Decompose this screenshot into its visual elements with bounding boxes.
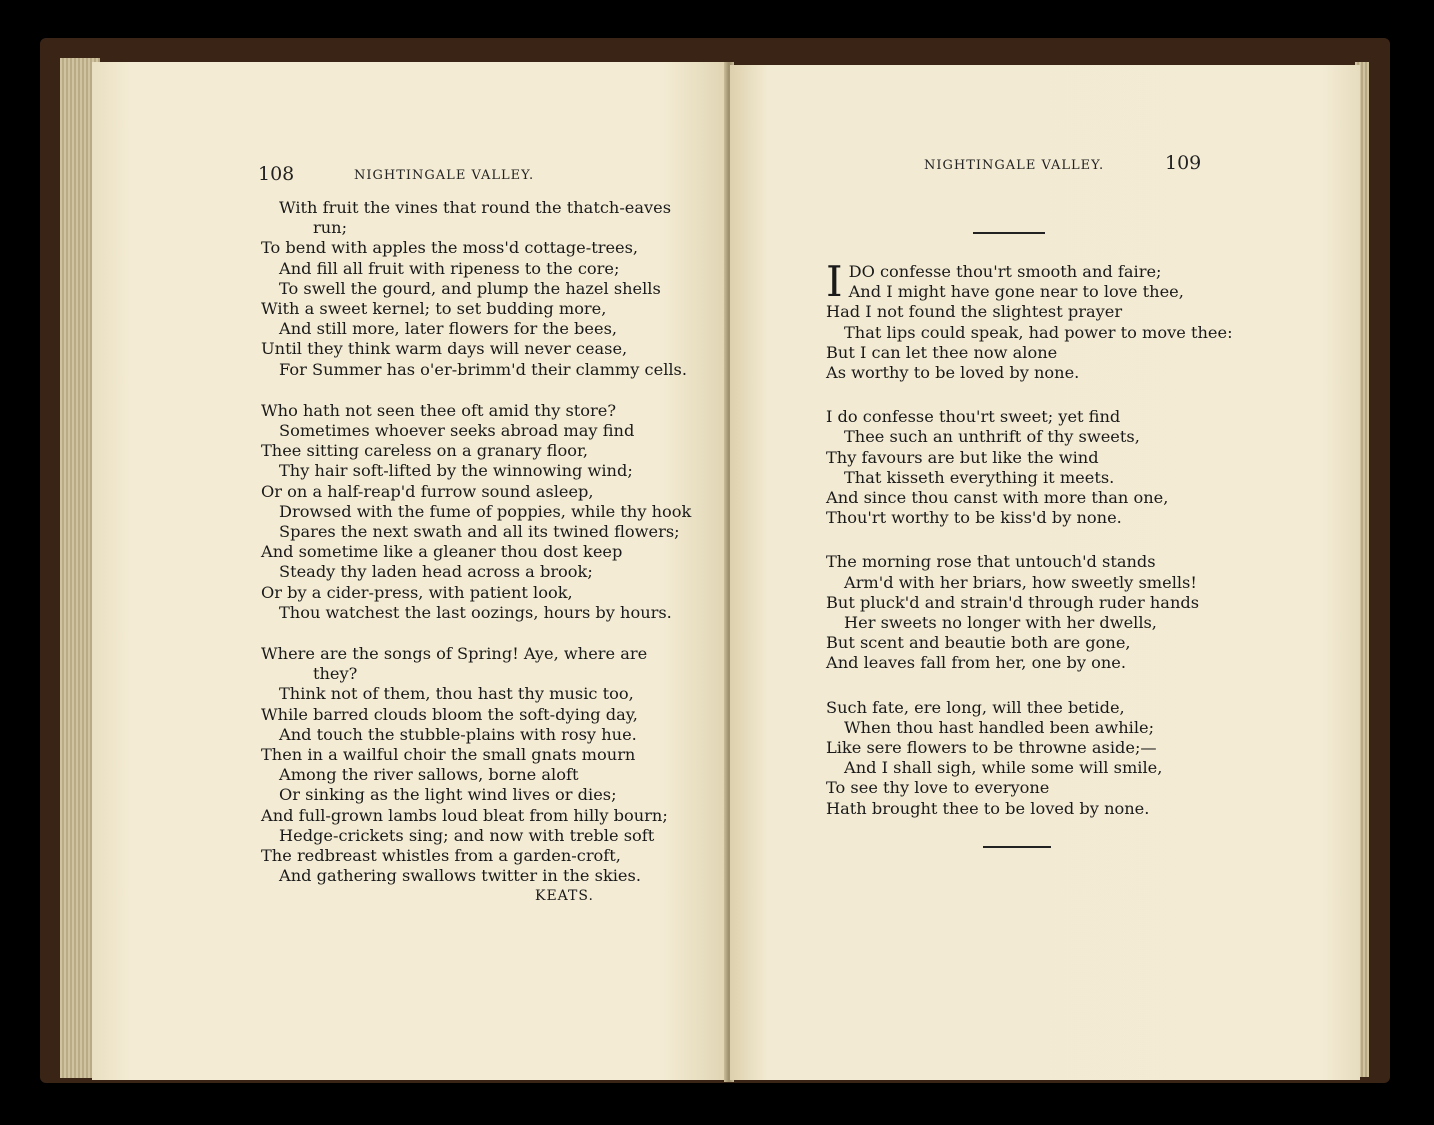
verse-line: Such fate, ere long, will thee betide, xyxy=(826,697,1125,717)
verse-line: Hedge-crickets sing; and now with treble soft xyxy=(279,825,655,845)
verse-line: Like sere flowers to be throwne aside;— xyxy=(826,738,1157,758)
verse-line: Spares the next swath and all its twined flowers; xyxy=(279,522,680,542)
verse-line: I do confesse thou'rt sweet; yet find xyxy=(826,407,1121,427)
verse-line: Think not of them, thou hast thy music too, xyxy=(279,684,634,704)
verse-line: Thou watchest the last oozings, hours by hours. xyxy=(279,602,672,622)
right-running-head: NIGHTINGALE VALLEY. xyxy=(924,158,1105,173)
verse-line: Where are the songs of Spring! Aye, where are xyxy=(261,644,648,664)
verse-line: Or sinking as the light wind lives or dies; xyxy=(279,785,617,805)
verse-line: And touch the stubble-plains with rosy hue. xyxy=(279,724,637,744)
top-ornament-rule xyxy=(973,232,1045,234)
verse-line: run; xyxy=(313,218,348,238)
left-poem xyxy=(261,198,692,908)
verse-line: Thou'rt worthy to be kiss'd by none. xyxy=(826,508,1122,528)
verse-line: And gathering swallows twitter in the skies. xyxy=(279,866,641,886)
left-running-head: NIGHTINGALE VALLEY. xyxy=(354,168,535,183)
verse-line: But pluck'd and strain'd through ruder hands xyxy=(826,592,1200,612)
verse-line: And leaves fall from her, one by one. xyxy=(826,653,1127,673)
stanza xyxy=(826,552,1216,673)
stanza xyxy=(826,407,1216,528)
verse-line: The morning rose that untouch'd stands xyxy=(826,552,1156,572)
stanza xyxy=(826,257,1233,383)
stanza xyxy=(261,644,668,886)
verse-line: Drowsed with the fume of poppies, while thy hook xyxy=(279,501,692,521)
verse-line: Hath brought thee to be loved by none. xyxy=(826,798,1150,818)
verse-line: IDO confesse thou'rt smooth and faire; xyxy=(826,257,1162,306)
verse-line: Sometimes whoever seeks abroad may find xyxy=(279,421,635,441)
author-attribution: KEATS. xyxy=(535,888,594,904)
verse-line: Who hath not seen thee oft amid thy store? xyxy=(261,400,617,420)
verse-line: Had I not found the slightest prayer xyxy=(826,302,1123,322)
verse-line: Thee such an unthrift of thy sweets, xyxy=(844,427,1140,447)
drop-cap: I xyxy=(826,257,843,306)
verse-line: And full-grown lambs loud bleat from hilly bourn; xyxy=(261,805,668,825)
verse-line: Thy hair soft-lifted by the winnowing wind; xyxy=(279,461,633,481)
verse-line: With a sweet kernel; to set budding more, xyxy=(261,299,607,319)
verse-line: And fill all fruit with ripeness to the core; xyxy=(279,258,620,278)
verse-line: To swell the gourd, and plump the hazel shells xyxy=(279,278,661,298)
verse-line: Steady thy laden head across a brook; xyxy=(279,562,593,582)
verse-line: And since thou canst with more than one, xyxy=(826,488,1169,508)
verse-line: Or on a half-reap'd furrow sound asleep, xyxy=(261,481,594,501)
verse-line: Her sweets no longer with her dwells, xyxy=(844,613,1157,633)
verse-line: Arm'd with her briars, how sweetly smells! xyxy=(844,572,1197,592)
verse-line: And I shall sigh, while some will smile, xyxy=(844,758,1163,778)
verse-line: Until they think warm days will never cease, xyxy=(261,339,628,359)
verse-line: But scent and beautie both are gone, xyxy=(826,633,1131,653)
bottom-ornament-rule xyxy=(983,846,1051,848)
verse-line: Thy favours are but like the wind xyxy=(826,447,1099,467)
verse-line: The redbreast whistles from a garden-croft, xyxy=(261,846,621,866)
verse-line: And sometime like a gleaner thou dost keep xyxy=(261,542,623,562)
verse-line: But I can let thee now alone xyxy=(826,342,1058,362)
verse-line: That lips could speak, had power to move thee: xyxy=(844,322,1233,342)
verse-line: To bend with apples the moss'd cottage-trees, xyxy=(261,238,639,258)
verse-line: And still more, later flowers for the bees, xyxy=(279,319,618,339)
left-page-number: 108 xyxy=(258,163,295,185)
right-poem xyxy=(826,257,1233,840)
stanza xyxy=(261,400,692,623)
verse-line: Then in a wailful choir the small gnats mourn xyxy=(261,745,636,765)
verse-line: And I might have gone near to love thee, xyxy=(848,282,1184,302)
verse-line: Or by a cider-press, with patient look, xyxy=(261,582,573,602)
verse-line: they? xyxy=(313,664,358,684)
verse-line: With fruit the vines that round the thatch-eaves xyxy=(279,198,672,217)
right-page-number: 109 xyxy=(1165,152,1202,174)
verse-line: Thee sitting careless on a granary floor, xyxy=(261,441,589,461)
verse-line: As worthy to be loved by none. xyxy=(826,363,1080,383)
verse-line: When thou hast handled been awhile; xyxy=(844,717,1155,737)
verse-line: While barred clouds bloom the soft-dying day, xyxy=(261,704,638,724)
verse-line: To see thy love to everyone xyxy=(826,778,1050,798)
stanza xyxy=(826,698,1216,819)
verse-line: That kisseth everything it meets. xyxy=(844,467,1115,487)
stanza xyxy=(261,198,688,380)
verse-line: For Summer has o'er-brimm'd their clammy cells. xyxy=(279,359,688,379)
verse-line: Among the river sallows, borne aloft xyxy=(279,765,579,785)
